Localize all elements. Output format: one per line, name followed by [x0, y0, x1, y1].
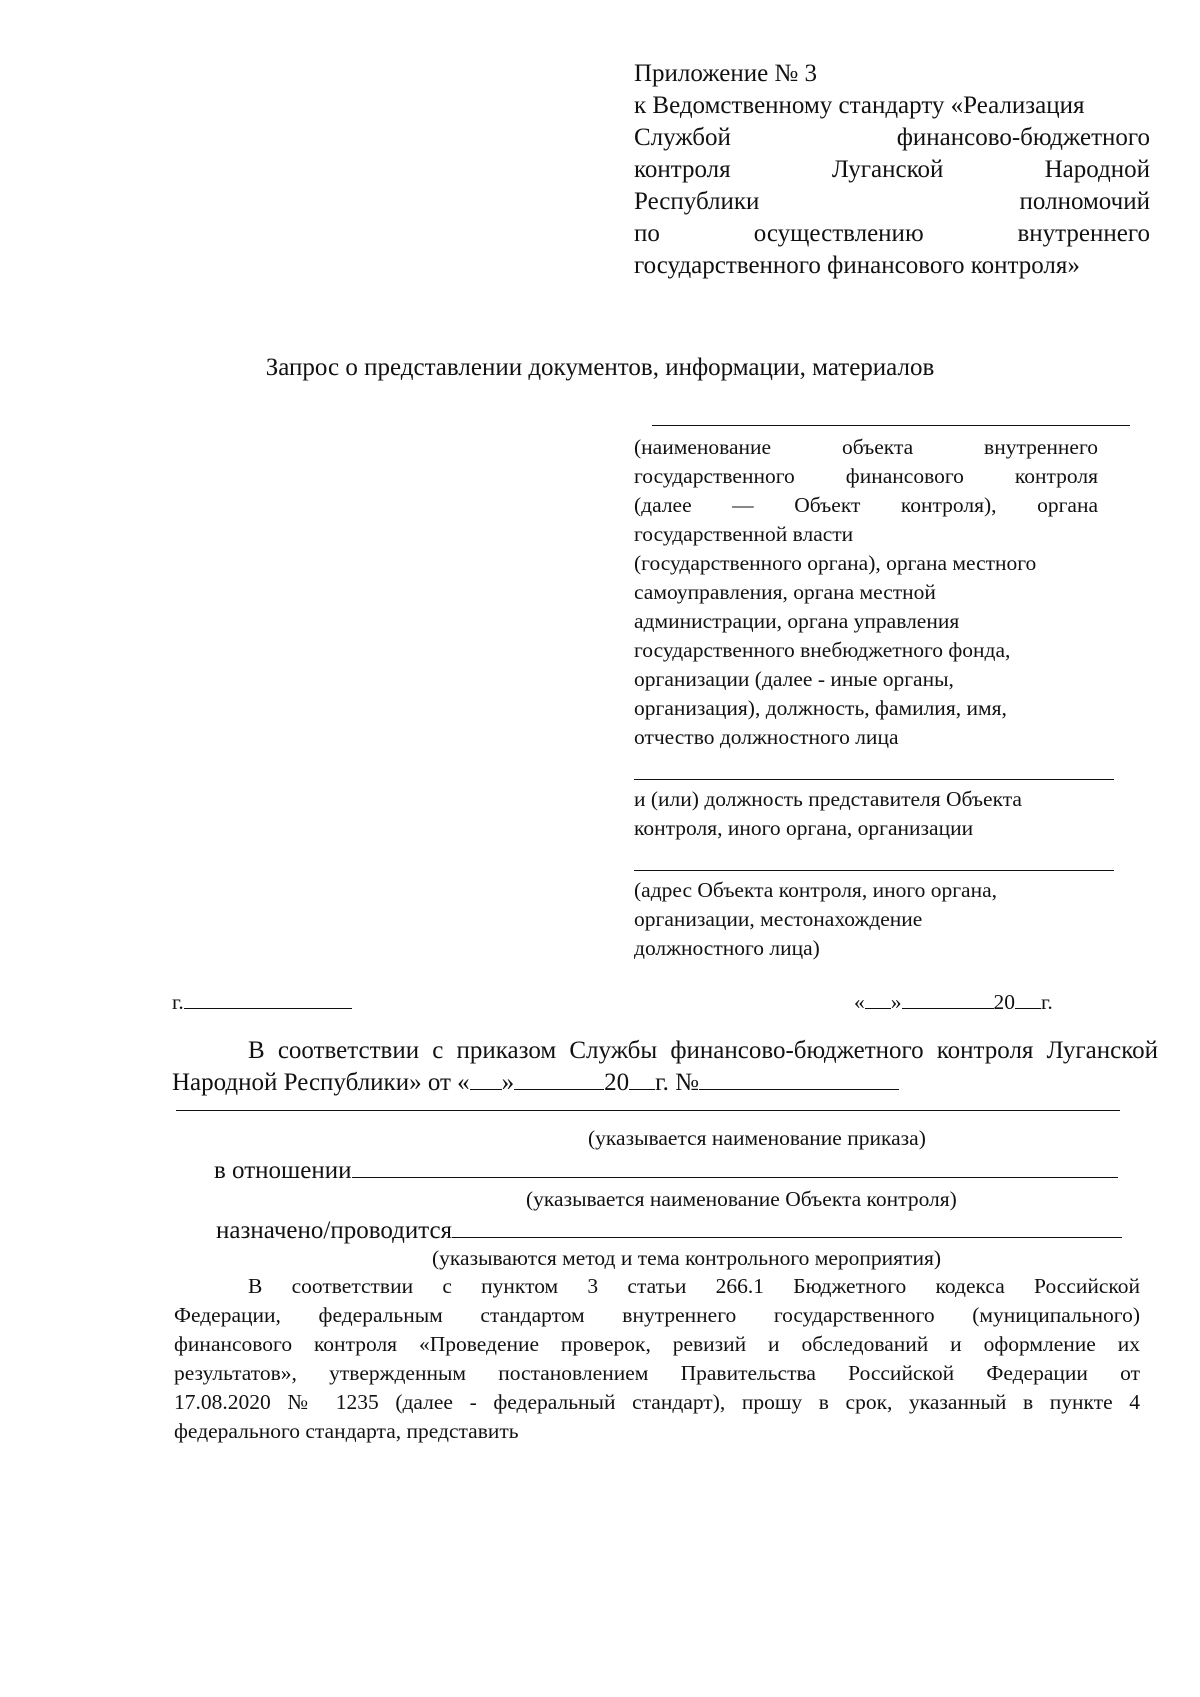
representative-hint: и (или) должность представителя Объекта контроля, иного органа, организации — [634, 787, 1022, 840]
regarding-field: в отношении — [214, 1155, 1118, 1187]
day-blank — [865, 986, 891, 1009]
request-paragraph: В соответствии с пунктом 3 статьи 266.1 Бюджетного кодекса Российской Федерации, федеральным стандартом внутреннего государственного (муниципального) финансового контроля «Проведение проверок, ревизий и обследований и оформление их результатов», утвержденным постановлением Правительства Российской Федерации от 17.08.2020 № 1235 (далее - федеральный стандарт), прошу в срок, указанный в пункте 4 федерального стандарта, представить — [174, 1274, 1140, 1443]
document-title: Запрос о представлении документов, информации, материалов — [265, 354, 935, 381]
appendix-line: Республики полномочий — [634, 188, 1150, 215]
month-blank — [902, 986, 994, 1009]
appendix-line: Службой финансово-бюджетного — [634, 124, 1150, 151]
method-hint: (указываются метод и тема контрольного мероприятия) — [432, 1246, 941, 1270]
city-blank — [184, 986, 352, 1009]
addressee-line — [652, 425, 1130, 426]
order-month-blank — [514, 1067, 604, 1090]
assigned-field: назначено/проводится — [216, 1215, 1122, 1247]
year-blank — [1015, 986, 1041, 1009]
appendix-line: государственного финансового контроля» — [634, 252, 1080, 279]
address-line — [634, 870, 1114, 871]
city-field: г. — [172, 986, 352, 1017]
regarding-blank — [352, 1155, 1118, 1178]
address-hint: (адрес Объекта контроля, иного органа, организации, местонахождение должностного лица) — [634, 878, 998, 960]
order-number-blank — [699, 1067, 899, 1090]
representative-line — [634, 779, 1114, 780]
date-field: « » 20 г. — [854, 986, 1053, 1017]
appendix-line: к Ведомственному стандарту «Реализация — [634, 92, 1085, 119]
appendix-block — [634, 58, 1150, 282]
order-hint: (указывается наименование приказа) — [588, 1126, 926, 1150]
order-paragraph: В соответствии с приказом Службы финансово-бюджетного контроля Луганской Народной Республики» от « » 20 г. № — [172, 1037, 1158, 1096]
order-name-line — [176, 1110, 1120, 1111]
order-day-blank — [470, 1067, 502, 1090]
assigned-blank — [452, 1215, 1122, 1238]
appendix-number: Приложение № 3 — [634, 60, 818, 87]
addressee-hint: (наименование объекта внутреннего государственного финансового контроля (далее — Объект контроля), органа государственной власти (государственного органа), органа местного самоуправления, органа местной администрации, органа управления государственного внебюджетного фонда, организации (далее - иные органы, организация), должность, фамилия, имя, отчество должностного лица — [634, 435, 1098, 749]
order-year-blank — [629, 1067, 655, 1090]
object-hint: (указывается наименование Объекта контроля) — [526, 1187, 957, 1211]
appendix-line: по осуществлению внутреннего — [634, 220, 1150, 247]
appendix-line: контроля Луганской Народной — [634, 156, 1150, 183]
